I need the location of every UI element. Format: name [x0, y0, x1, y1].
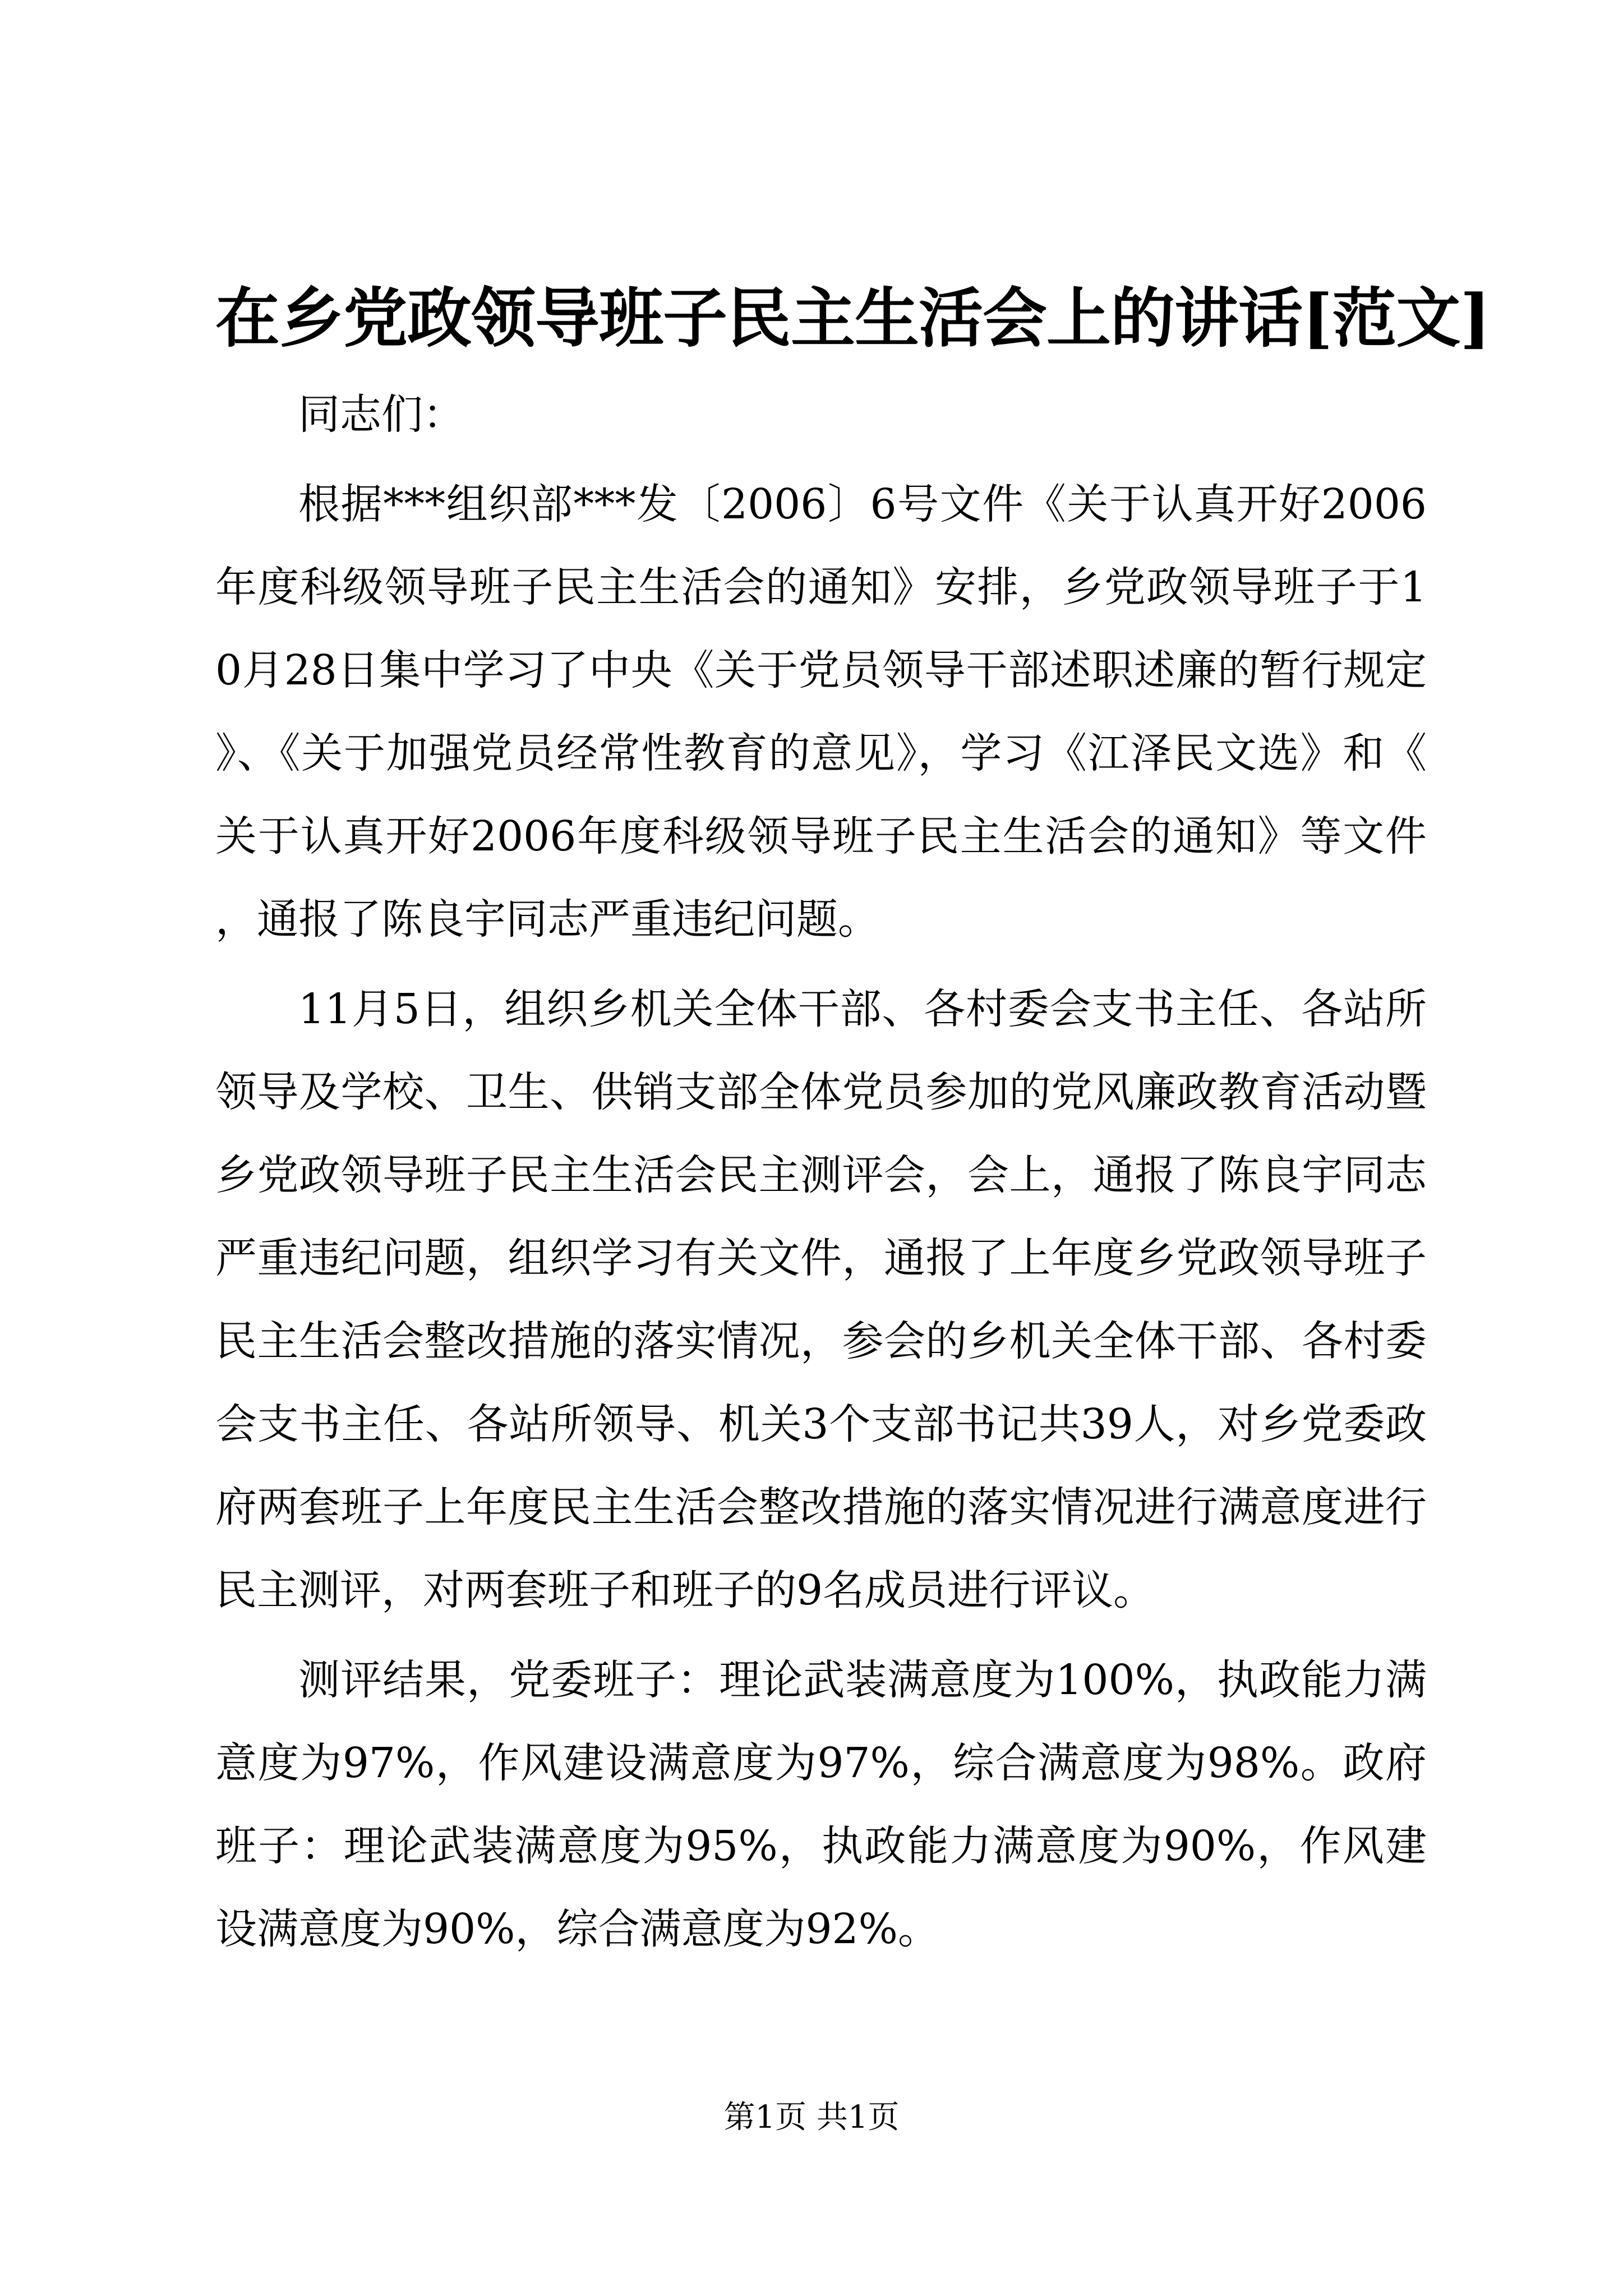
- salutation-paragraph: 同志们：: [298, 390, 464, 439]
- document-body: [215, 373, 1427, 1971]
- meeting-paragraph: 11月5日，组织乡机关全体干部、各村委会支书主任、各站所领导及学校、卫生、供销支部全体党员参加的党风廉政教育活动暨乡党政领导班子民主生活会民主测评会，会上，通报了陈良宇同志严重违纪问题，组织学习有关文件，通报了上年度乡党政领导班子民主生活会整改措施的落实情况，参会的乡机关全体干部、各村委会支书主任、各站所领导、机关3个支部书记共39人，对乡党委政府两套班子上年度民主生活会整改措施的落实情况进行满意度进行民主测评，对两套班子和班子的9名成员进行评议。: [215, 985, 1427, 1614]
- results-paragraph: 测评结果，党委班子：理论武装满意度为100%，执政能力满意度为97%，作风建设满意度为97%，综合满意度为98%。政府班子：理论武装满意度为95%，执政能力满意度为90%，作风建设满意度为90%，综合满意度为92%。: [215, 1656, 1427, 1953]
- study-paragraph: 根据***组织部***发〔2006〕6号文件《关于认真开好2006年度科级领导班子民主生活会的通知》安排，乡党政领导班子于10月28日集中学习了中央《关于党员领导干部述职述廉的暂行规定》、《关于加强党员经常性教育的意见》，学习《江泽民文选》和《关于认真开好2006年度科级领导班子民主生活会的通知》等文件，通报了陈良宇同志严重违纪问题。: [215, 480, 1427, 944]
- page-footer: 第1页 共1页: [723, 2099, 900, 2136]
- document-title: 在乡党政领导班子民主生活会上的讲话[范文]: [215, 280, 1490, 356]
